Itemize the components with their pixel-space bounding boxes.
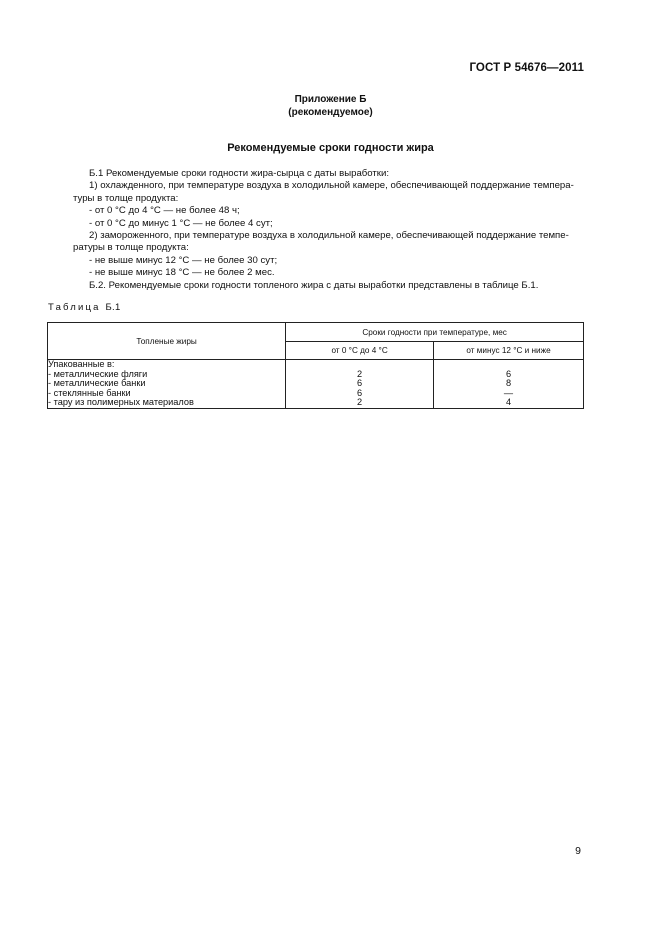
table-value: 6 — [357, 387, 363, 398]
table-caption — [48, 302, 121, 313]
appendix-heading — [0, 93, 661, 119]
shelf-life-table — [47, 322, 584, 409]
table-header-group: Сроки годности при температуре, мес — [286, 323, 584, 342]
table-value: 8 — [505, 378, 512, 388]
table-value: 4 — [505, 397, 512, 407]
paragraph-frozen-cont: ратуры в толще продукта: — [73, 242, 189, 254]
list-item: - от 0 °С до минус 1 °С — не более 4 сут; — [89, 217, 273, 229]
table-value: 2 — [357, 368, 363, 379]
table-header-chilled: от 0 °С до 4 °С — [286, 342, 434, 360]
paragraph-frozen: 2) замороженного, при температуре воздуха в холодильной камере, обеспечивающей поддержание темпе- — [89, 230, 569, 242]
table-value: 6 — [505, 368, 512, 379]
list-item: - не выше минус 18 °С — не более 2 мес. — [89, 267, 275, 279]
table-row-name: - металлические банки — [48, 378, 146, 388]
document-code: ГОСТ Р 54676—2011 — [469, 62, 584, 74]
table-caption-word: Таблица — [48, 302, 101, 313]
table-cell-frozen-values — [434, 360, 584, 409]
list-item: - не выше минус 12 °С — не более 30 сут; — [89, 254, 278, 266]
paragraph-chilled: 1) охлажденного, при температуре воздуха в холодильной камере, обеспечивающей поддержание темпера- — [89, 180, 574, 192]
table-cell-chilled-values — [286, 360, 434, 409]
table-row-name: - металлические фляги — [48, 368, 148, 379]
table-caption-number: Б.1 — [105, 302, 121, 313]
table-value: — — [503, 387, 514, 398]
page-number: 9 — [575, 845, 581, 857]
paragraph-chilled-cont: туры в толще продукта: — [73, 192, 179, 204]
appendix-subtitle: (рекомендуемое) — [288, 107, 373, 118]
table-row-name: - стеклянные банки — [48, 387, 131, 398]
section-title: Рекомендуемые сроки годности жира — [227, 142, 434, 154]
appendix-title: Приложение Б — [294, 94, 367, 105]
table-row — [48, 360, 584, 409]
table-header-fats: Топленые жиры — [48, 323, 286, 360]
table-row-name: - тару из полимерных материалов — [48, 397, 194, 407]
table-value: 2 — [357, 397, 363, 407]
table-value: 6 — [357, 378, 363, 388]
table-row-name: Упакованные в: — [48, 359, 115, 369]
list-item: - от 0 °С до 4 °С — не более 48 ч; — [89, 205, 240, 217]
paragraph-b2: Б.2. Рекомендуемые сроки годности топленого жира с даты выработки представлены в таблице Б.1. — [89, 279, 539, 291]
body-text — [73, 168, 584, 292]
paragraph-b1: Б.1 Рекомендуемые сроки годности жира-сырца с даты выработки: — [89, 168, 390, 179]
table-cell-names — [48, 360, 286, 409]
table-header-frozen: от минус 12 °С и ниже — [434, 342, 584, 360]
